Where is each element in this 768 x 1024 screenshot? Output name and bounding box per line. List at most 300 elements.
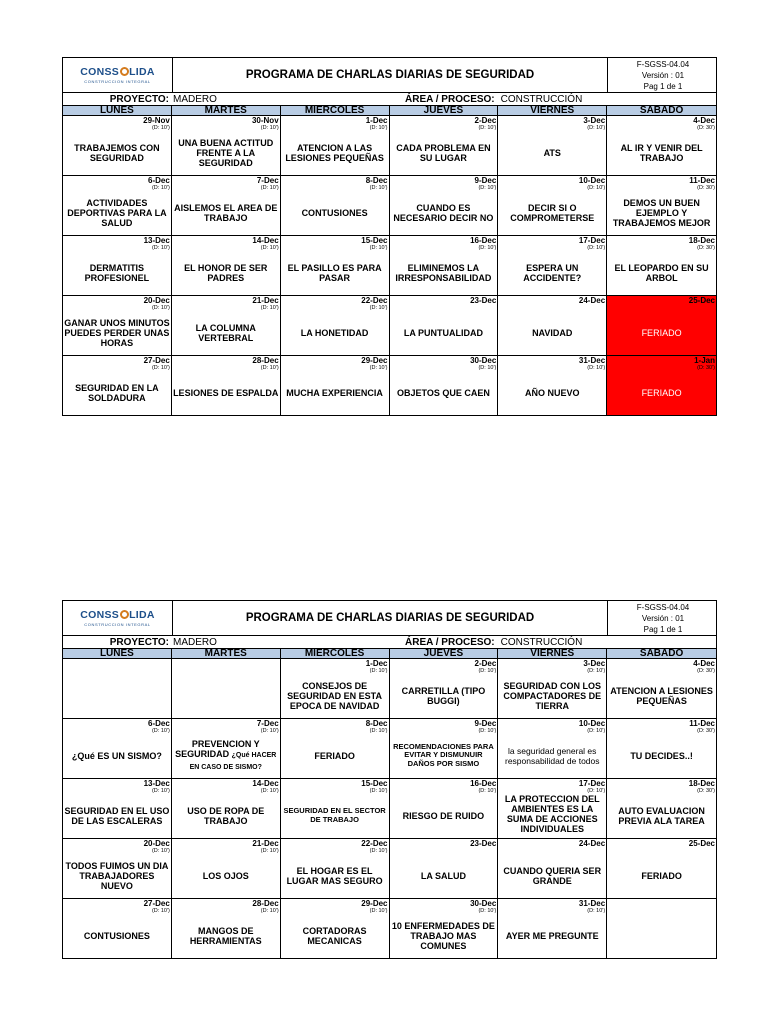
cell-date: 17-Dec: [578, 236, 606, 245]
project-label: PROYECTO:: [109, 93, 169, 105]
weekday-header: VIERNES: [498, 106, 607, 116]
talk-topic-text: USO DE ROPA DE TRABAJO: [187, 805, 265, 826]
talk-topic-text: FERIADO: [641, 870, 682, 881]
cell-duration: (D: 10'): [369, 848, 388, 854]
talk-topic-text: 10 ENFERMEDADES DE TRABAJO MAS COMUNES: [391, 920, 495, 951]
logo-wordmark: CONSS LIDA: [80, 66, 155, 78]
cell-duration: (D: 10'): [369, 728, 388, 734]
cell-date: 1-Jan: [694, 356, 715, 365]
day-cell: [63, 719, 172, 778]
area-value: CONSTRUCCIÓN: [500, 636, 583, 648]
cell-date: 18-Dec: [688, 779, 715, 788]
cell-duration: (D: 10'): [478, 365, 497, 371]
day-cell: [63, 176, 172, 235]
day-cell: [281, 779, 390, 838]
day-cell: [63, 659, 172, 718]
cell-date: 24-Dec: [578, 296, 606, 305]
cell-duration: (D: 10'): [151, 365, 170, 371]
talk-topic-text: AUTO EVALUACION PREVIA ALA TAREA: [618, 805, 705, 826]
talk-topic: [282, 674, 388, 717]
talk-topic-text: CARRETILLA (TIPO BUGGI): [401, 685, 486, 706]
talk-topic: [391, 311, 497, 354]
cell-duration: (D: 10'): [478, 185, 497, 191]
talk-topic-text: CUANDO QUERIA SER GRANDE: [503, 865, 602, 886]
day-cell: [607, 779, 716, 838]
document-title: PROGRAMA DE CHARLAS DIARIAS DE SEGURIDAD: [173, 601, 608, 635]
talk-topic: [608, 371, 715, 414]
cell-duration: (D: 10'): [478, 245, 497, 251]
talk-topic: [64, 914, 170, 957]
talk-topic-text: LA SALUD: [420, 870, 466, 881]
cell-duration: (D: 10'): [151, 185, 170, 191]
talk-topic: [499, 251, 605, 294]
cell-duration: (D: 10'): [369, 305, 388, 311]
talk-topic: [391, 251, 497, 294]
day-cell: [63, 236, 172, 295]
cell-date: 14-Dec: [252, 236, 279, 245]
day-cell: [281, 719, 390, 778]
logo-wordmark: CONSS LIDA: [80, 609, 155, 621]
week-row: [62, 899, 717, 959]
cell-duration: (D: 10'): [369, 185, 388, 191]
talk-topic-text: LA PUNTUALIDAD: [403, 327, 483, 338]
talk-topic-text: PREVENCION Y SEGURIDAD: [175, 738, 260, 759]
talk-topic-text: ¿Qué ES UN SISMO?: [71, 750, 162, 761]
talk-topic: [64, 734, 170, 777]
cell-duration: (D: 10'): [369, 245, 388, 251]
cell-duration: (D: 10'): [369, 365, 388, 371]
talk-topic: [391, 794, 497, 837]
cell-duration: (D: 10'): [587, 125, 606, 131]
cell-date: 27-Dec: [143, 356, 170, 365]
day-cell: [172, 779, 281, 838]
day-cell: [498, 719, 607, 778]
cell-date: 8-Dec: [365, 719, 388, 728]
cell-duration: (D: 10'): [151, 245, 170, 251]
day-cell: [63, 356, 172, 415]
talk-topic: [282, 251, 388, 294]
day-cell: [63, 116, 172, 175]
talk-topic-text: CONTUSIONES: [83, 930, 150, 941]
talk-topic-text: DECIR SI O COMPROMETERSE: [510, 202, 595, 223]
cell-date: 4-Dec: [693, 116, 715, 125]
cell-duration: (D: 10'): [260, 305, 279, 311]
talk-topic-text: SEGURIDAD EN EL USO DE LAS ESCALERAS: [64, 805, 170, 826]
day-cell: [63, 899, 172, 958]
talk-topic-text: CONSEJOS DE SEGURIDAD EN ESTA EPOCA DE NAVIDAD: [287, 680, 382, 711]
cell-date: 9-Dec: [474, 176, 497, 185]
talk-topic: [499, 734, 605, 777]
day-cell: [281, 356, 390, 415]
week-row: [62, 176, 717, 236]
talk-topic-text: ELIMINEMOS LA IRRESPONSABILIDAD: [395, 262, 492, 283]
talk-topic: [173, 371, 279, 414]
talk-topic: [282, 191, 388, 234]
weekday-header: MIERCOLES: [281, 649, 390, 659]
talk-topic-text: LOS OJOS: [202, 870, 249, 881]
day-cell: [281, 899, 390, 958]
day-cell: [63, 296, 172, 355]
talk-topic-text: FERIADO: [641, 327, 682, 338]
cell-date: 7-Dec: [256, 719, 279, 728]
cell-duration: (D: 10'): [587, 668, 606, 674]
cell-duration: (D: 10'): [151, 728, 170, 734]
talk-topic: [64, 674, 170, 717]
talk-topic-text: AISLEMOS EL AREA DE TRABAJO: [174, 202, 278, 223]
cell-date: 1-Dec: [365, 116, 388, 125]
day-cell: [63, 779, 172, 838]
day-cell: [498, 176, 607, 235]
cell-duration: (D: 10'): [587, 185, 606, 191]
day-cell: [390, 839, 499, 898]
talk-topic-text: SEGURIDAD EN LA SOLDADURA: [75, 382, 159, 403]
day-cell: [607, 176, 716, 235]
talk-topic-text: SEGURIDAD EN EL SECTOR DE TRABAJO: [283, 806, 386, 824]
cell-date: 16-Dec: [470, 236, 497, 245]
day-cell: [607, 356, 716, 415]
talk-topic-text: ACTIVIDADES DEPORTIVAS PARA LA SALUD: [67, 197, 167, 228]
cell-date: 29-Dec: [361, 356, 388, 365]
area-label: ÁREA / PROCESO:: [405, 636, 495, 648]
talk-topic: [391, 914, 497, 957]
weekday-header-row: [62, 105, 717, 116]
talk-topic: [282, 734, 388, 777]
logo-tagline: CONSTRUCCION INTEGRAL: [84, 622, 151, 627]
cell-date: 15-Dec: [361, 779, 388, 788]
day-cell: [498, 659, 607, 718]
talk-topic-text: la seguridad general es responsabilidad de todos: [504, 745, 600, 766]
talk-topic-text: ESPERA UN ACCIDENTE?: [523, 262, 582, 283]
talk-topic: [391, 734, 497, 777]
cell-date: 20-Dec: [143, 839, 170, 848]
talk-topic-text: LA COLUMNA VERTEBRAL: [195, 322, 256, 343]
cell-date: 25-Dec: [688, 296, 715, 305]
day-cell: [607, 116, 716, 175]
talk-topic: [173, 311, 279, 354]
cell-date: 3-Dec: [583, 116, 606, 125]
day-cell: [390, 236, 499, 295]
cell-date: 29-Dec: [361, 899, 388, 908]
cell-date: 22-Dec: [361, 296, 388, 305]
talk-topic: [282, 854, 388, 897]
cell-date: 6-Dec: [148, 176, 170, 185]
cell-date: 21-Dec: [252, 839, 279, 848]
talk-topic-text: GANAR UNOS MINUTOS PUEDES PERDER UNAS HORAS: [64, 317, 170, 348]
talk-topic-text: RIESGO DE RUIDO: [402, 810, 485, 821]
cell-date: 30-Dec: [470, 356, 497, 365]
logo-ring-icon: [120, 67, 129, 76]
talk-topic: [282, 131, 388, 174]
day-cell: [172, 296, 281, 355]
document-code-block: [608, 58, 718, 92]
day-cell: [498, 839, 607, 898]
talk-topic: [173, 734, 279, 777]
weekday-header: JUEVES: [390, 106, 499, 116]
cell-duration: (D: 10'): [151, 788, 170, 794]
sheet-header: [62, 600, 717, 636]
talk-subtopic-text: ¿Qué HACER EN CASO DE SISMO?: [189, 751, 277, 771]
cell-duration: (D: 10'): [260, 365, 279, 371]
day-cell: [607, 719, 716, 778]
talk-topic-text: LESIONES DE ESPALDA: [173, 387, 279, 398]
talk-topic: [499, 131, 605, 174]
day-cell: [281, 176, 390, 235]
day-cell: [390, 659, 499, 718]
talk-topic: [608, 311, 715, 354]
week-row: [62, 356, 717, 416]
day-cell: [498, 356, 607, 415]
talk-topic: [608, 191, 715, 234]
form-page: Pag 1 de 1: [643, 81, 683, 91]
cell-date: 31-Dec: [578, 899, 606, 908]
day-cell: [281, 236, 390, 295]
week-row: [62, 839, 717, 899]
cell-date: 8-Dec: [365, 176, 388, 185]
talk-topic: [391, 371, 497, 414]
day-cell: [281, 659, 390, 718]
talk-topic: [64, 794, 170, 837]
week-row: [62, 296, 717, 356]
cell-duration: (D: 10'): [151, 305, 170, 311]
day-cell: [281, 839, 390, 898]
cell-duration: (D: 10'): [260, 788, 279, 794]
cell-date: 24-Dec: [578, 839, 606, 848]
day-cell: [498, 116, 607, 175]
talk-topic: [499, 674, 605, 717]
talk-topic-text: TU DECIDES..!: [630, 750, 693, 761]
talk-topic: [173, 854, 279, 897]
project-row: [62, 636, 717, 648]
sheet-header: [62, 57, 717, 93]
talk-topic-text: EL HONOR DE SER PADRES: [184, 262, 268, 283]
cell-duration: (D: 10'): [478, 788, 497, 794]
cell-duration: (D: 10'): [478, 668, 497, 674]
talk-topic-text: EL HOGAR ES EL LUGAR MAS SEGURO: [286, 865, 383, 886]
talk-topic: [391, 131, 497, 174]
cell-duration: (D: 10'): [260, 908, 279, 914]
weekday-header: JUEVES: [390, 649, 499, 659]
cell-duration: (D: 10'): [478, 908, 497, 914]
talk-topic-text: EL PASILLO ES PARA PASAR: [287, 262, 382, 283]
cell-duration: (D: 10'): [151, 125, 170, 131]
company-logo: [63, 58, 173, 92]
day-cell: [172, 659, 281, 718]
cell-duration: (D: 10'): [151, 908, 170, 914]
talk-topic: [173, 251, 279, 294]
cell-date: 30-Dec: [470, 899, 497, 908]
cell-date: 29-Nov: [143, 116, 170, 125]
day-cell: [172, 176, 281, 235]
cell-date: 9-Dec: [474, 719, 497, 728]
weekday-header: MIERCOLES: [281, 106, 390, 116]
day-cell: [172, 899, 281, 958]
cell-duration: (D: 10'): [151, 848, 170, 854]
cell-date: 2-Dec: [474, 116, 497, 125]
talk-topic: [499, 371, 605, 414]
talk-topic-text: AÑO NUEVO: [524, 387, 580, 398]
talk-topic: [499, 191, 605, 234]
cell-date: 3-Dec: [583, 659, 606, 668]
talk-topic-text: CADA PROBLEMA EN SU LUGAR: [396, 142, 491, 163]
cell-date: 13-Dec: [143, 779, 170, 788]
cell-date: 2-Dec: [474, 659, 497, 668]
form-code: F-SGSS-04.04: [636, 602, 690, 612]
day-cell: [498, 296, 607, 355]
talk-topic-text: SEGURIDAD CON LOS COMPACTADORES DE TIERRA: [503, 680, 602, 711]
talk-topic: [173, 674, 279, 717]
talk-topic: [608, 854, 715, 897]
cell-duration: (D: 10'): [369, 668, 388, 674]
talk-topic: [282, 794, 388, 837]
project-value: MADERO: [173, 93, 217, 105]
project-row: [62, 93, 717, 105]
talk-topic-text: AL IR Y VENIR DEL TRABAJO: [620, 142, 703, 163]
talk-topic-text: NAVIDAD: [532, 327, 573, 338]
cell-date: 10-Dec: [578, 176, 606, 185]
talk-topic-text: RECOMENDACIONES PARA EVITAR Y DISMUNUIR DAÑOS POR SISMO: [393, 741, 494, 768]
cell-date: 17-Dec: [578, 779, 606, 788]
talk-topic: [282, 311, 388, 354]
talk-topic-text: LA HONETIDAD: [300, 327, 369, 338]
talk-topic: [391, 854, 497, 897]
project-value: MADERO: [173, 636, 217, 648]
weekday-header-row: [62, 648, 717, 659]
cell-duration: (D: 10'): [587, 365, 606, 371]
document-title: PROGRAMA DE CHARLAS DIARIAS DE SEGURIDAD: [173, 58, 608, 92]
cell-date: 16-Dec: [470, 779, 497, 788]
day-cell: [281, 296, 390, 355]
talk-topic: [173, 914, 279, 957]
week-row: [62, 659, 717, 719]
talk-topic: [173, 131, 279, 174]
schedule-sheet: [62, 600, 717, 959]
cell-duration: (D: 30'): [697, 185, 715, 191]
cell-date: 25-Dec: [688, 839, 715, 848]
talk-topic: [608, 674, 715, 717]
cell-date: 13-Dec: [143, 236, 170, 245]
talk-topic-text: OBJETOS QUE CAEN: [396, 387, 490, 398]
talk-topic: [608, 794, 715, 837]
logo-ring-icon: [120, 610, 129, 619]
cell-date: 11-Dec: [689, 176, 715, 185]
cell-duration: (D: 10'): [587, 908, 606, 914]
day-cell: [390, 899, 499, 958]
cell-duration: (D: 10'): [369, 788, 388, 794]
form-version: Versión : 01: [641, 613, 685, 623]
cell-date: 23-Dec: [470, 296, 497, 305]
weekday-header: VIERNES: [498, 649, 607, 659]
talk-topic: [173, 191, 279, 234]
day-cell: [498, 236, 607, 295]
weekday-header: LUNES: [63, 106, 172, 116]
cell-date: 7-Dec: [256, 176, 279, 185]
cell-duration: (D: 30'): [697, 125, 715, 131]
day-cell: [390, 719, 499, 778]
cell-duration: (D: 30'): [697, 728, 715, 734]
talk-topic-text: TODOS FUIMOS UN DIA TRABAJADORES NUEVO: [65, 860, 169, 891]
cell-date: 20-Dec: [143, 296, 170, 305]
cell-duration: (D: 30'): [697, 365, 715, 371]
talk-topic: [499, 914, 605, 957]
day-cell: [607, 659, 716, 718]
cell-duration: (D: 30'): [697, 245, 715, 251]
cell-date: 14-Dec: [252, 779, 279, 788]
cell-date: 27-Dec: [143, 899, 170, 908]
talk-topic: [499, 311, 605, 354]
cell-duration: (D: 30'): [697, 668, 715, 674]
talk-topic: [173, 794, 279, 837]
cell-duration: (D: 10'): [587, 245, 606, 251]
cell-date: 31-Dec: [578, 356, 606, 365]
talk-topic-text: FERIADO: [641, 387, 682, 398]
talk-topic: [64, 251, 170, 294]
cell-date: 28-Dec: [252, 356, 279, 365]
form-version: Versión : 01: [641, 70, 685, 80]
talk-topic: [499, 794, 605, 837]
cell-date: 23-Dec: [470, 839, 497, 848]
talk-topic: [608, 131, 715, 174]
cell-duration: (D: 10'): [369, 125, 388, 131]
cell-duration: (D: 10'): [260, 848, 279, 854]
day-cell: [390, 176, 499, 235]
day-cell: [172, 839, 281, 898]
talk-topic: [64, 371, 170, 414]
talk-topic-text: CORTADORAS MECANICAS: [302, 925, 367, 946]
cell-duration: (D: 10'): [260, 728, 279, 734]
talk-topic-text: TRABAJEMOS CON SEGURIDAD: [74, 142, 160, 163]
form-code: F-SGSS-04.04: [636, 59, 690, 69]
day-cell: [172, 356, 281, 415]
cell-date: 21-Dec: [252, 296, 279, 305]
cell-date: 10-Dec: [578, 719, 606, 728]
talk-topic-text: FERIADO: [314, 750, 355, 761]
talk-topic: [282, 914, 388, 957]
weekday-header: SABADO: [639, 105, 684, 116]
cell-date: 22-Dec: [361, 839, 388, 848]
talk-topic-text: EL LEOPARDO EN SU ARBOL: [614, 262, 709, 283]
cell-date: 1-Dec: [365, 659, 388, 668]
weekday-header: SABADO: [639, 648, 684, 659]
cell-duration: (D: 10'): [587, 788, 606, 794]
day-cell: [63, 839, 172, 898]
talk-topic: [608, 914, 715, 957]
day-cell: [172, 236, 281, 295]
talk-topic: [282, 371, 388, 414]
document-code-block: [608, 601, 718, 635]
day-cell: [172, 719, 281, 778]
talk-topic-text: CONTUSIONES: [301, 207, 368, 218]
talk-topic: [64, 191, 170, 234]
talk-topic: [499, 854, 605, 897]
talk-topic: [64, 311, 170, 354]
area-label: ÁREA / PROCESO:: [405, 93, 495, 105]
week-row: [62, 116, 717, 176]
weekday-header: MARTES: [172, 106, 281, 116]
day-cell: [607, 296, 716, 355]
talk-topic-text: CUANDO ES NECESARIO DECIR NO: [393, 202, 494, 223]
cell-date: 28-Dec: [252, 899, 279, 908]
cell-duration: (D: 10'): [260, 245, 279, 251]
cell-duration: (D: 10'): [587, 728, 606, 734]
cell-duration: (D: 10'): [369, 908, 388, 914]
cell-duration: (D: 10'): [478, 125, 497, 131]
cell-duration: (D: 10'): [260, 125, 279, 131]
talk-topic-wrap: [173, 739, 279, 773]
day-cell: [172, 116, 281, 175]
talk-topic: [608, 251, 715, 294]
day-cell: [498, 899, 607, 958]
cell-date: 4-Dec: [693, 659, 715, 668]
